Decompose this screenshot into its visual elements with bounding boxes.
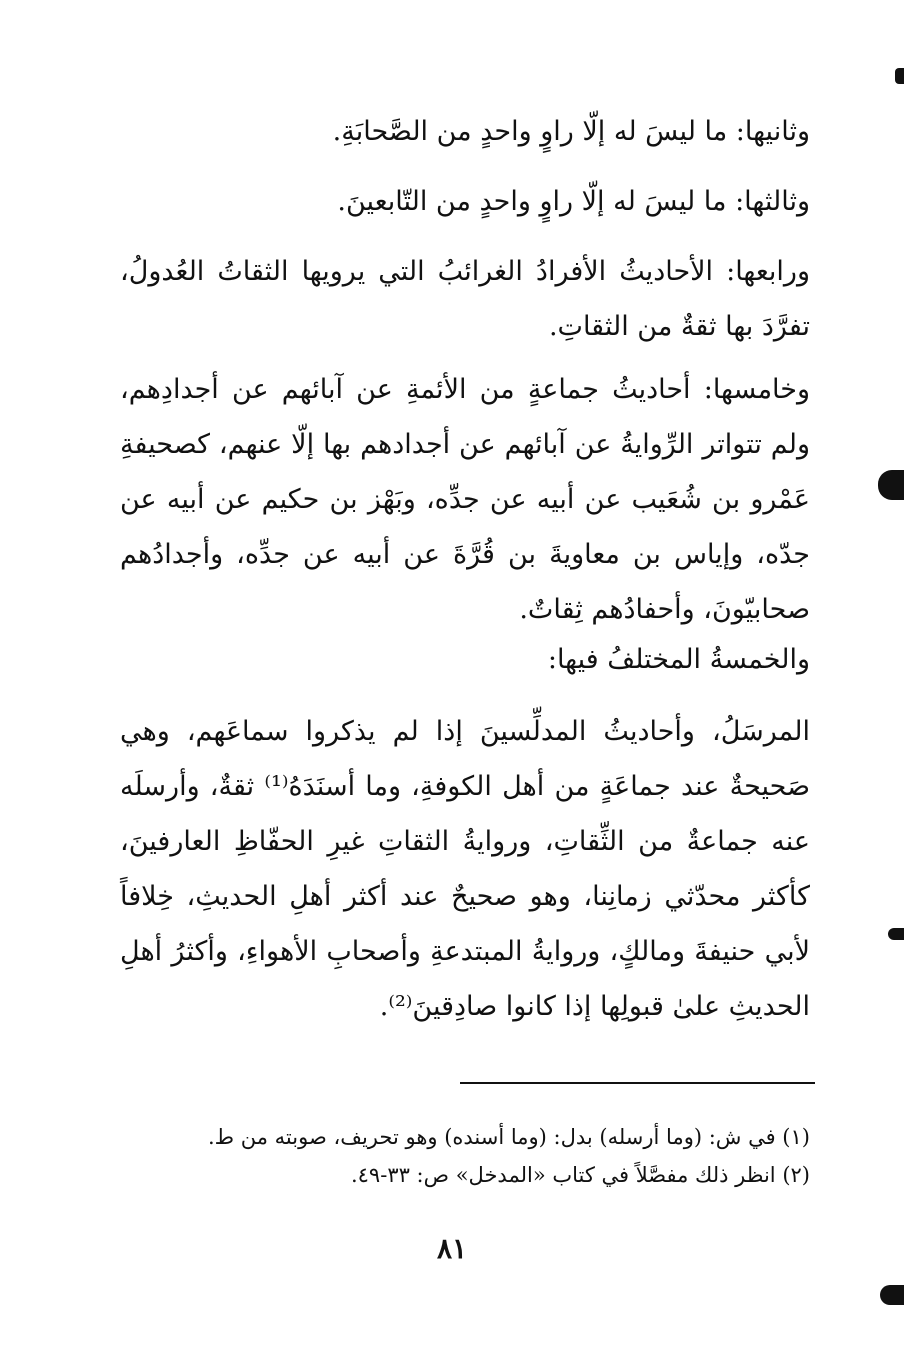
paragraph-second-type: وثانيها: ما ليسَ له إلّا راوٍ واحدٍ من الصَّحابَةِ. (332, 116, 810, 147)
footnote-separator (460, 1082, 815, 1084)
paragraph-third-type: وثالثها: ما ليسَ له إلّا راوٍ واحدٍ من التّابعينَ. (337, 186, 810, 217)
paragraph-fifth-type: وخامسها: أحاديثُ جماعةٍ من الأئمةِ عن آبائهم عن أجدادِهم، ولم تتواتر الرِّوايةُ عن آبائهم عن أجدادهم بها إلّا عنهم، كصحيفةِ عَمْرو بن شُعَيب عن أبيه عن جدِّه، وبَهْز بن حكيم عن أبيه عن جدّه، وإياس بن معاويةَ بن قُرَّةَ عن أبيه عن جدِّه، وأجدادُهم صحابيّونَ، وأحفادُهم ثِقاتٌ. (120, 374, 810, 625)
scan-edge-mark (880, 1285, 904, 1305)
paragraph-disputed-heading: والخمسةُ المختلفُ فيها: (547, 644, 810, 675)
scan-edge-mark (878, 470, 904, 500)
paragraph-fourth-type: ورابعها: الأحاديثُ الأفرادُ الغرائبُ التي يرويها الثقاتُ العُدولُ، تفرَّدَ بها ثقةٌ من الثقاتِ. (120, 256, 810, 342)
scan-edge-mark (888, 928, 904, 940)
footnote-2: (٢) انظر ذلك مفصَّلاً في كتاب «المدخل» ص: ٣٣-٤٩. (350, 1163, 810, 1187)
footnotes (170, 1118, 810, 1194)
page-number: ٨١ (436, 1232, 468, 1265)
footnote-1: (١) في ش: (وما أرسله) بدل: (وما أسنده) وهو تحريف، صوبته من ط. (207, 1125, 810, 1149)
paragraph-disputed-list: المرسَلُ، وأحاديثُ المدلِّسينَ إذا لم يذكروا سماعَهم، وهي صَحيحةٌ عند جماعَةٍ من أهل الكوفةِ، وما أسنَدَهُ⁽¹⁾ ثقةٌ، وأرسلَه عنه جماعةٌ من الثِّقاتِ، وروايةُ الثقاتِ غيرِ الحفّاظِ العارفينَ، كأكثر محدّثي زمانِنا، وهو صحيحٌ عند أكثر أهلِ الحديثِ، خِلافاً لأبي حنيفةَ ومالكٍ، وروايةُ المبتدعةِ وأصحابِ الأهواءِ، وأكثرُ أهلِ الحديثِ علىٰ قبولِها إذا كانوا صادِقينَ⁽²⁾. (120, 716, 810, 1022)
scan-edge-mark (895, 68, 904, 84)
